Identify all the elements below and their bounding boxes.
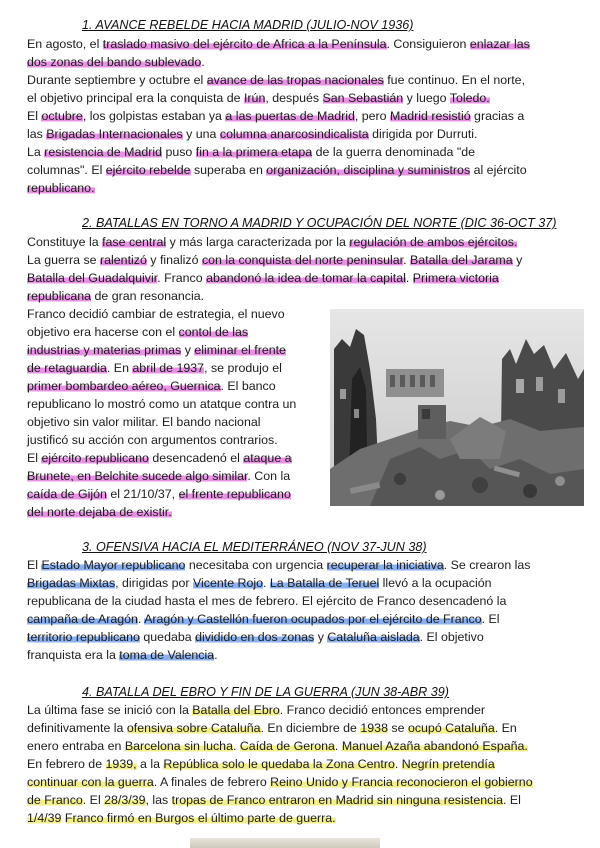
highlighted-text: Batalla del Ebro — [192, 703, 280, 717]
highlighted-text: Primera victoria — [412, 271, 499, 285]
highlighted-text: La Batalla de Teruel — [269, 576, 380, 590]
highlighted-text: 28/3/39 — [104, 793, 146, 807]
plain-text: . El — [481, 612, 500, 626]
plain-text: el 21/10/37, — [106, 487, 179, 501]
plain-text: al ejército — [470, 163, 527, 177]
highlighted-text: dividido en dos zonas — [195, 630, 315, 644]
plain-text: republicana de la ciudad hasta el mes de febrero. El ejército de Franco desencadenó la — [27, 594, 507, 608]
plain-text: republicano lo mostró como un atatque contra un — [27, 397, 297, 411]
plain-text: y — [314, 630, 328, 644]
plain-text: y — [181, 343, 195, 357]
plain-text: y luego — [403, 91, 450, 105]
plain-text: . — [214, 648, 218, 662]
text-line — [27, 574, 531, 592]
plain-text: llevó a la ocupación — [379, 576, 492, 590]
highlighted-text: con la conquista del norte peninsular — [201, 253, 404, 267]
highlighted-text: Aragón y Castellón fueron ocupados por el ejército de Franco — [144, 612, 482, 626]
text-line — [27, 755, 533, 773]
highlighted-text: Negrín pretendía — [401, 757, 495, 771]
highlighted-text: avance de las tropas nacionales — [206, 73, 384, 87]
highlighted-text: traslado masivo del ejército de Africa a la Península — [102, 37, 387, 51]
plain-text: franquista era la — [27, 648, 120, 662]
plain-text: . El objetivo — [419, 630, 484, 644]
highlighted-text: Brigadas Mixtas — [27, 576, 116, 590]
text-line — [27, 646, 531, 664]
plain-text: . El — [82, 793, 105, 807]
highlighted-text: ofensiva sobre Cataluña — [126, 721, 261, 735]
plain-text: enero entraba en — [27, 739, 125, 753]
highlighted-text: 1939, — [105, 757, 137, 771]
text-line — [27, 773, 533, 791]
text-line — [27, 89, 530, 107]
highlighted-text: abandonó la idea de tomar la capital — [206, 271, 406, 285]
highlighted-text: recuperar la iniciativa — [326, 558, 444, 572]
highlighted-text: octubre — [41, 109, 83, 123]
plain-text: de gran resonancia. — [91, 289, 205, 303]
plain-text: , se produjo el — [204, 361, 282, 375]
highlighted-text: contol de las — [178, 325, 249, 339]
highlighted-text: campaña de Aragón — [27, 612, 138, 626]
plain-text: y una — [182, 127, 220, 141]
highlighted-text: republicano. — [27, 181, 95, 195]
plain-text: se — [387, 721, 408, 735]
highlighted-text: Madrid resistió — [390, 109, 471, 123]
highlighted-text: Brigadas Internacionales — [46, 127, 183, 141]
plain-text: , los golpistas estaban ya — [82, 109, 226, 123]
plain-text: y — [512, 253, 523, 267]
plain-text: El — [27, 451, 42, 465]
text-line — [27, 161, 530, 179]
text-line — [27, 413, 296, 431]
highlighted-text: eliminar el frente — [194, 343, 286, 357]
highlighted-text: Irún — [243, 91, 266, 105]
highlighted-text: del norte dejaba de existir. — [27, 505, 172, 519]
highlighted-text: regulación de ambos ejércitos. — [349, 235, 518, 249]
plain-text: columnas". El — [27, 163, 106, 177]
plain-text: . Consiguieron — [386, 37, 470, 51]
highlighted-text: territorio republicano — [27, 630, 140, 644]
plain-text: Franco decidió cambiar de estrategia, el nuevo — [27, 307, 285, 321]
plain-text: objetivo sin valor militar. El bando nacional — [27, 415, 261, 429]
text-line — [27, 53, 530, 71]
text-line — [27, 449, 296, 467]
highlighted-text: organización, disciplina y suministros — [266, 163, 471, 177]
section-2-body — [27, 233, 522, 305]
text-line — [27, 610, 531, 628]
plain-text: . Se crearon las — [443, 558, 531, 572]
text-line — [27, 485, 296, 503]
highlighted-text: fase central — [102, 235, 167, 249]
highlighted-text: Franco firmó en Burgos el último parte de guerra. — [64, 811, 336, 825]
section-2-wrap-body — [27, 305, 296, 521]
highlighted-text: republicana — [27, 289, 92, 303]
plain-text: La — [27, 145, 45, 159]
text-line — [27, 269, 522, 287]
highlighted-text: caída de Gijón — [27, 487, 107, 501]
plain-text: . — [334, 739, 342, 753]
highlighted-text: de retaguardia — [27, 361, 107, 375]
text-line — [27, 305, 296, 323]
plain-text: , después — [265, 91, 323, 105]
text-line — [27, 701, 533, 719]
text-line — [27, 719, 533, 737]
text-line — [27, 431, 296, 449]
section-3-heading: 3. OFENSIVA HACIA EL MEDITERRÁNEO (NOV 37-JUN 38) — [82, 540, 427, 554]
plain-text: las — [27, 127, 47, 141]
plain-text: . En — [106, 361, 133, 375]
plain-text: La última fase se inició con la — [27, 703, 193, 717]
section-1-body — [27, 35, 530, 197]
plain-text: dirigida por Durruti. — [368, 127, 478, 141]
highlighted-text: Manuel Azaña abandonó España. — [341, 739, 528, 753]
highlighted-text: a las puertas de Madrid — [225, 109, 355, 123]
highlighted-text: Reino Unido y Francia reconocieron el gobierno — [270, 775, 533, 789]
plain-text: a la — [136, 757, 164, 771]
highlighted-text: ejército rebelde — [105, 163, 191, 177]
highlighted-text: ejército republicano — [41, 451, 149, 465]
text-line — [27, 628, 531, 646]
plain-text: . — [232, 739, 240, 753]
text-line — [27, 143, 530, 161]
plain-text: En febrero de — [27, 757, 106, 771]
plain-text: . — [137, 612, 145, 626]
highlighted-text: Brunete, en Belchite sucede algo similar — [27, 469, 248, 483]
section-4-heading: 4. BATALLA DEL EBRO Y FIN DE LA GUERRA (JUN 38-ABR 39) — [82, 685, 449, 699]
text-line — [27, 341, 296, 359]
text-line — [27, 179, 530, 197]
plain-text: fue continuo. En el norte, — [383, 73, 526, 87]
plain-text: . Con la — [247, 469, 291, 483]
plain-text: gracias a — [470, 109, 525, 123]
plain-text: superaba en — [190, 163, 267, 177]
section-3-body — [27, 556, 531, 664]
plain-text: . A finales de febrero — [153, 775, 271, 789]
plain-text: En agosto, el — [27, 37, 103, 51]
text-line — [27, 809, 533, 827]
highlighted-text: el frente republicano — [178, 487, 291, 501]
bottom-photo-edge — [190, 838, 380, 848]
plain-text: . En diciembre de — [260, 721, 361, 735]
plain-text: definitivamente la — [27, 721, 127, 735]
plain-text: . — [405, 271, 413, 285]
plain-text: de la guerra denominada "de — [312, 145, 476, 159]
plain-text: . — [201, 55, 205, 69]
highlighted-text: enlazar las — [469, 37, 530, 51]
highlighted-text: 1938 — [360, 721, 388, 735]
highlighted-text: Toledo. — [449, 91, 490, 105]
highlighted-text: abril de 1937 — [132, 361, 205, 375]
text-line — [27, 467, 296, 485]
text-line — [27, 737, 533, 755]
plain-text: . En — [494, 721, 517, 735]
text-line — [27, 233, 522, 251]
highlighted-text: República solo le quedaba la Zona Centro — [163, 757, 395, 771]
plain-text: el objetivo principal era la conquista de — [27, 91, 244, 105]
plain-text: . — [403, 253, 410, 267]
section-4-body — [27, 701, 533, 827]
highlighted-text: Batalla del Jarama — [410, 253, 513, 267]
plain-text: quedaba — [139, 630, 196, 644]
text-line — [27, 323, 296, 341]
highlighted-text: columna anarcosindicalista — [219, 127, 369, 141]
plain-text: Constituye la — [27, 235, 103, 249]
text-line — [27, 791, 533, 809]
text-line — [27, 287, 522, 305]
highlighted-text: Cataluña aislada — [327, 630, 420, 644]
text-line — [27, 71, 530, 89]
highlighted-text: primer bombardeo aéreo, Guernica — [27, 379, 221, 393]
text-line — [27, 35, 530, 53]
highlighted-text: ataque a — [243, 451, 292, 465]
text-line — [27, 592, 531, 610]
plain-text: . El — [502, 793, 521, 807]
plain-text: . El banco — [220, 379, 276, 393]
plain-text: El — [27, 558, 42, 572]
highlighted-text: toma de Valencia — [119, 648, 215, 662]
highlighted-text: fin a la primera etapa — [195, 145, 313, 159]
highlighted-text: de Franco — [27, 793, 83, 807]
text-line — [27, 107, 530, 125]
text-line — [27, 395, 296, 413]
plain-text: y más larga caracterizada por la — [166, 235, 350, 249]
plain-text: Durante septiembre y octubre el — [27, 73, 207, 87]
text-line — [27, 377, 296, 395]
highlighted-text: San Sebastián — [322, 91, 404, 105]
plain-text: , las — [145, 793, 172, 807]
text-line — [27, 125, 530, 143]
plain-text: . — [263, 576, 270, 590]
plain-text: , pero — [354, 109, 391, 123]
plain-text: . Franco — [157, 271, 207, 285]
section-1-heading: 1. AVANCE REBELDE HACIA MADRID (JULIO-NOV 1936) — [82, 18, 414, 32]
highlighted-text: resistencia de Madrid — [44, 145, 162, 159]
highlighted-text: ocupó Cataluña — [407, 721, 495, 735]
plain-text: objetivo era hacerse con el — [27, 325, 179, 339]
plain-text: La guerra se — [27, 253, 101, 267]
highlighted-text: tropas de Franco entraron en Madrid sin ninguna resistencia — [171, 793, 503, 807]
text-line — [27, 503, 296, 521]
highlighted-text: industrias y materias primas — [27, 343, 182, 357]
highlighted-text: 1/4/39 — [27, 811, 62, 825]
plain-text: El — [27, 109, 42, 123]
ruined-city-photo-icon — [330, 309, 584, 506]
plain-text: necesitaba con urgencia — [185, 558, 327, 572]
highlighted-text: Vicente Rojo — [192, 576, 264, 590]
highlighted-text: dos zonas del bando sublevado — [27, 55, 202, 69]
plain-text: justificó su acción con argumentos contrarios. — [27, 433, 278, 447]
highlighted-text: Barcelona sin lucha — [124, 739, 233, 753]
plain-text: , dirigidas por — [115, 576, 193, 590]
section-2-heading: 2. BATALLAS EN TORNO A MADRID Y OCUPACIÓN DEL NORTE (DIC 36-OCT 37) — [82, 216, 557, 230]
highlighted-text: Caída de Gerona — [239, 739, 335, 753]
plain-text: puso — [162, 145, 196, 159]
text-line — [27, 251, 522, 269]
text-line — [27, 556, 531, 574]
plain-text: y finalizó — [146, 253, 202, 267]
highlighted-text: continuar con la guerra — [27, 775, 154, 789]
highlighted-text: Batalla del Guadalquivir — [27, 271, 158, 285]
plain-text: . Franco decidió entonces emprender — [279, 703, 486, 717]
plain-text: . — [394, 757, 402, 771]
text-line — [27, 359, 296, 377]
highlighted-text: ralentizó — [100, 253, 147, 267]
highlighted-text: Estado Mayor republicano — [41, 558, 186, 572]
plain-text: desencadenó el — [148, 451, 244, 465]
